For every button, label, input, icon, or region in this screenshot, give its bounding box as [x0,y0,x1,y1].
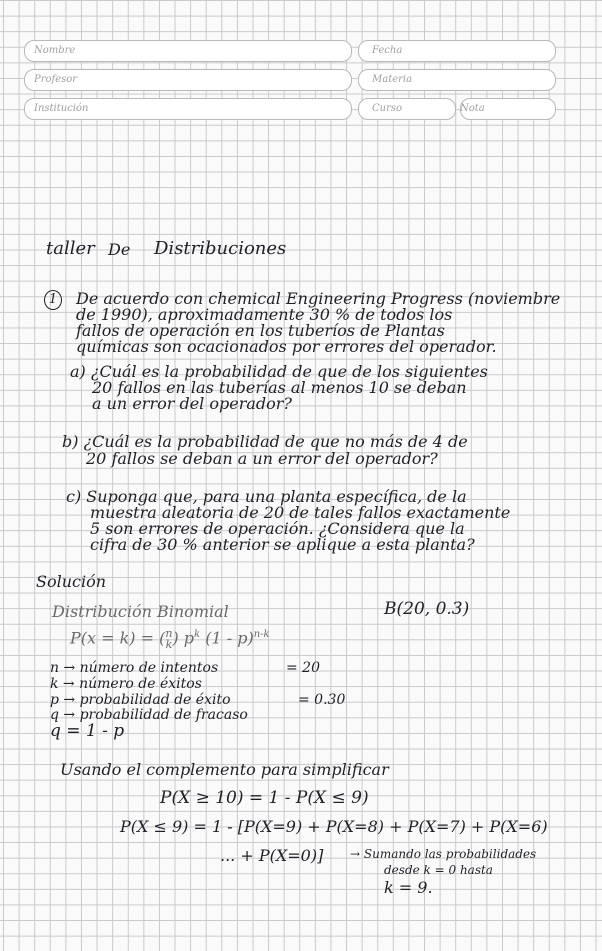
distribution-label: Distribución Binomial [52,602,229,621]
question-c-line-4: cifra de 30 % anterior se aplique a esta planta? [90,535,475,554]
equation-1: P(X ≥ 10) = 1 - P(X ≤ 9) [160,788,369,808]
fecha-label: Fecha [372,45,403,56]
formula-p-exp: k [194,629,201,641]
title-word-1: taller [46,238,95,259]
problem-line-2: de 1990), aproximadamente 30 % de todos los [76,305,453,324]
definition-q-formula: q = 1 - p [50,721,125,741]
institucion-label: Institución [34,103,89,114]
question-a-line-3: a un error del operador? [92,394,292,413]
definition-p: p → probabilidad de éxito [50,692,231,708]
equation-3: ... + P(X=0)] [220,846,324,865]
problem-number: 1 [44,290,62,310]
question-c-line-2: muestra aleatoria de 20 de tales fallos exactamente [90,503,511,522]
problem-line-4: químicas son ocacionados por errores del operador. [76,337,497,356]
note-line-2: desde k = 0 hasta [384,863,493,877]
materia-label: Materia [372,74,413,85]
definition-n: n → número de intentos [50,660,219,676]
curso-label: Curso [372,103,403,114]
title-word-2: De [108,240,131,259]
complement-line: Usando el complemento para simplificar [60,760,389,779]
binom-top: n [165,627,173,640]
question-b-line-2: 20 fallos se deban a un error del operador? [86,449,438,468]
question-c-line-1: c) Suponga que, para una planta específica, de la [66,487,467,506]
title-word-3: Distribuciones [154,238,287,259]
definition-q: q → probabilidad de fracaso [50,707,248,723]
profesor-label: Profesor [34,74,78,85]
problem-line-3: fallos de operación en los tuberíos de Plantas [76,321,445,340]
formula-lhs: P(x = k) = [70,628,155,648]
question-a-line-2: 20 fallos en las tuberías al menos 10 se deban [92,378,467,397]
definition-p-value: = 0.30 [298,692,346,708]
question-c-line-3: 5 son errores de operación. ¿Considera que la [90,519,465,538]
note-line-1: → Sumando las probabilidades [350,847,537,861]
distribution-params: B(20, 0.3) [384,599,470,619]
solution-heading: Solución [36,572,107,591]
definition-k: k → número de éxitos [50,676,202,692]
binomial-coefficient [165,628,172,650]
binom-bottom: k [165,638,173,651]
formula-q-exp: n-k [253,629,270,641]
nota-label: Nota [460,103,485,114]
equation-2: P(X ≤ 9) = 1 - [P(X=9) + P(X=8) + P(X=7) + P(X=6) [120,817,548,836]
nombre-label: Nombre [34,45,76,56]
formula-q-base: (1 - p) [205,628,254,648]
note-line-3: k = 9. [384,878,433,897]
question-a-line-1: a) ¿Cuál es la probabilidad de que de los siguientes [70,362,488,381]
problem-line-1: De acuerdo con chemical Engineering Progress (noviembre [76,289,561,308]
question-b-line-1: b) ¿Cuál es la probabilidad de que no más de 4 de [62,432,468,451]
formula-p-base: p [183,628,195,648]
binomial-formula: P(x = k) = ( n k ) $p^k$ (1 - p)$^{n-k}$ [70,627,270,651]
definition-n-value: = 20 [286,660,320,676]
